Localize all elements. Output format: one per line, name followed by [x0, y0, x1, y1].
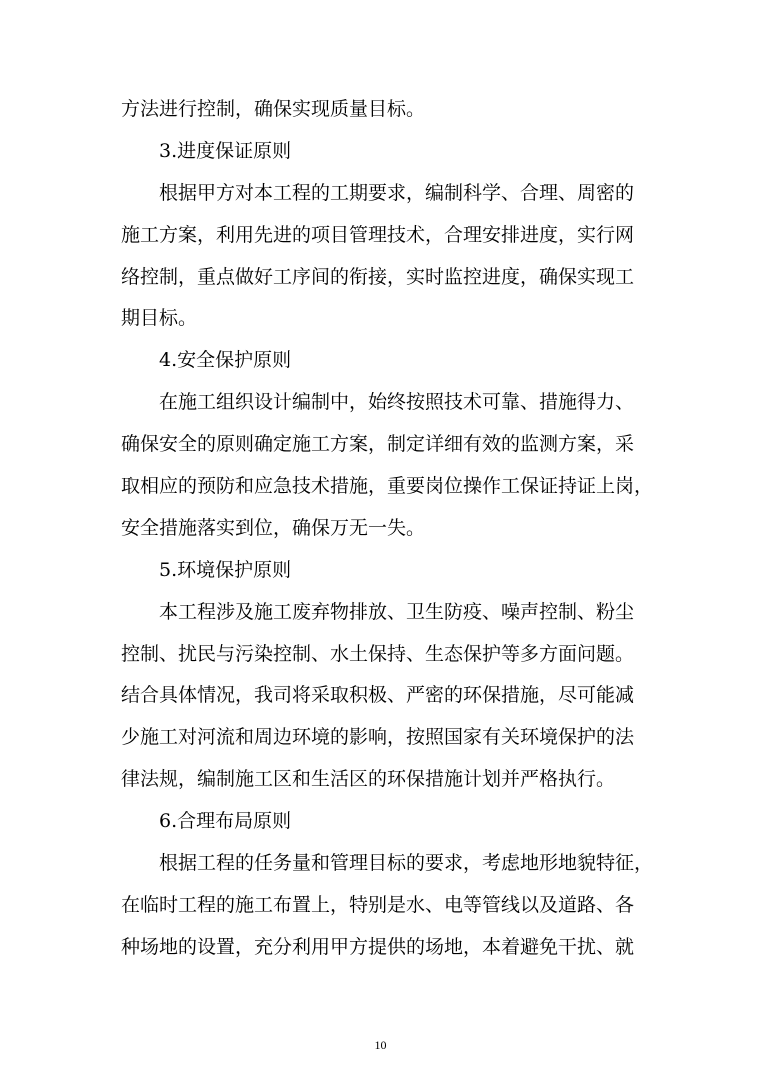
text-line: 确保安全的原则确定施工方案，制定详细有效的监测方案，采 — [121, 433, 635, 456]
section-heading: 6.合理布局原则 — [159, 810, 292, 833]
text-line: 本工程涉及施工废弃物排放、卫生防疫、噪声控制、粉尘 — [159, 600, 635, 623]
text-line: 取相应的预防和应急技术措施，重要岗位操作工保证持证上岗， — [121, 475, 654, 498]
text-line: 少施工对河流和周边环境的影响，按照国家有关环境保护的法 — [121, 726, 635, 749]
text-line: 安全措施落实到位，确保万无一失。 — [121, 516, 426, 539]
text-line: 方法进行控制，确保实现质量目标。 — [121, 98, 426, 120]
section-heading: 4.安全保护原则 — [159, 349, 292, 372]
page-number: 10 — [374, 1038, 387, 1052]
text-line: 络控制，重点做好工序间的衔接，实时监控进度，确保实现工 — [121, 265, 635, 288]
text-line: 根据甲方对本工程的工期要求，编制科学、合理、周密的 — [159, 181, 635, 204]
text-line: 根据工程的任务量和管理目标的要求，考虑地形地貌特征， — [159, 852, 654, 875]
text-line: 期目标。 — [121, 307, 198, 330]
text-line: 在临时工程的施工布置上，特别是水、电等管线以及道路、各 — [121, 893, 635, 916]
text-line: 律法规，编制施工区和生活区的环保措施计划并严格执行。 — [121, 768, 616, 791]
text-line: 种场地的设置，充分利用甲方提供的场地，本着避免干扰、就 — [121, 935, 635, 958]
text-line: 结合具体情况，我司将采取积极、严密的环保措施，尽可能减 — [121, 684, 635, 707]
document-body — [121, 89, 654, 969]
text-line: 在施工组织设计编制中，始终按照技术可靠、措施得力、 — [159, 391, 635, 414]
text-line: 控制、扰民与污染控制、水土保持、生态保护等多方面问题。 — [121, 642, 635, 665]
section-heading: 5.环境保护原则 — [159, 558, 292, 581]
text-line: 施工方案，利用先进的项目管理技术，合理安排进度，实行网 — [121, 223, 635, 246]
section-heading: 3.进度保证原则 — [159, 139, 292, 162]
